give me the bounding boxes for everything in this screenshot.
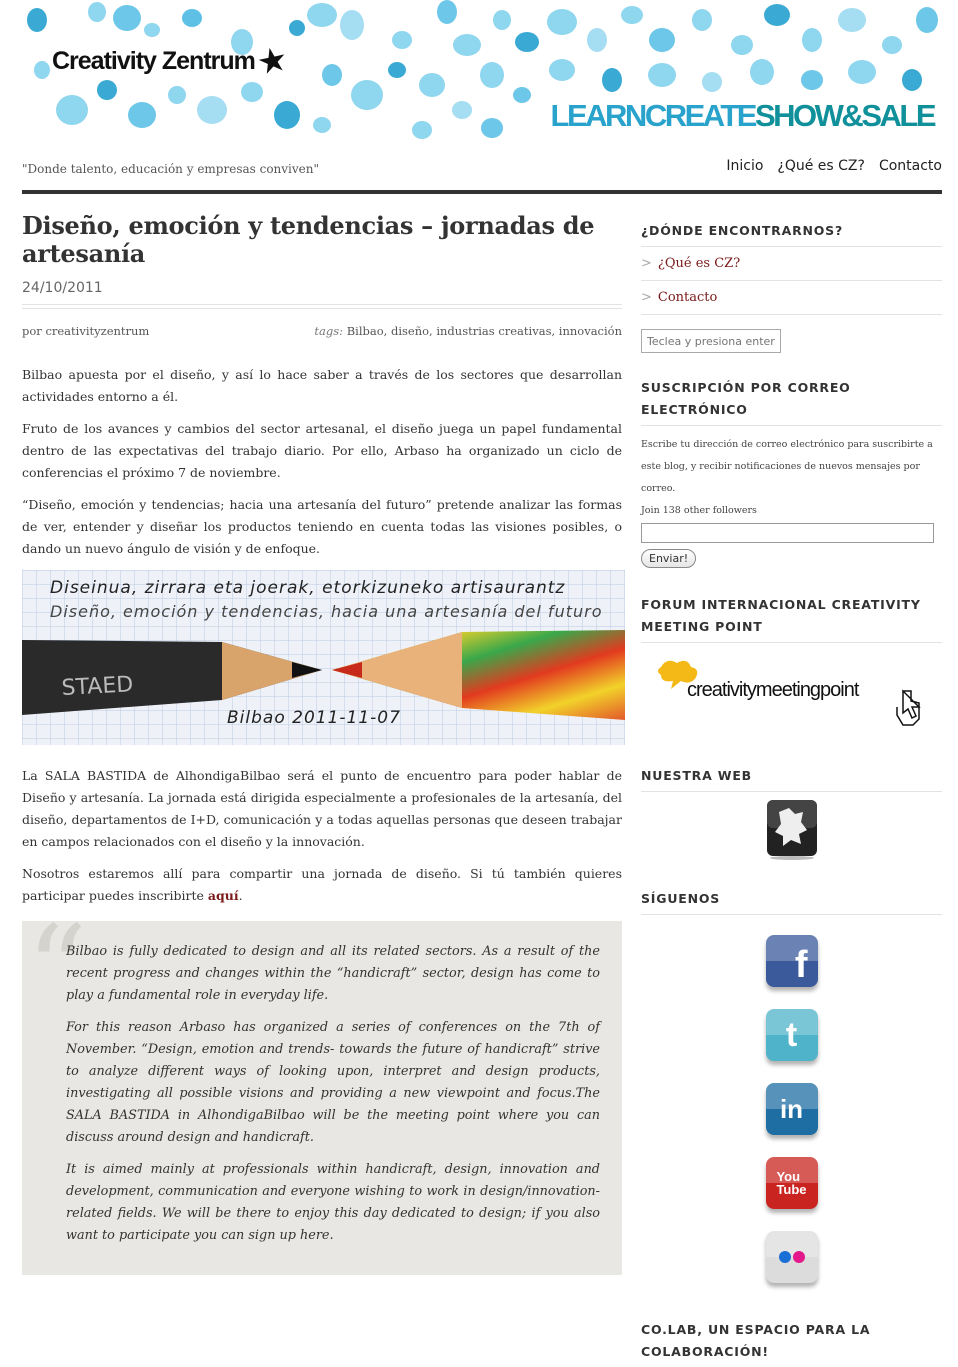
slogan-show: SHOW <box>754 98 842 133</box>
paragraph: “Diseño, emoción y tendencias; hacia una artesanía del futuro” pretende analizar las formas de ver, entender y diseñar los productos teniendo en cuenta todas las visiones posibles, o dando un nuevo ángulo de visión y de enfoque. <box>22 497 622 556</box>
follow-widget <box>641 888 942 1283</box>
banner-text-date: Bilbao 2011-11-07 <box>227 708 401 728</box>
youtube-icon[interactable]: You Tube <box>766 1157 818 1209</box>
forum-widget <box>641 594 942 741</box>
linkedin-icon[interactable]: in <box>766 1083 818 1135</box>
signup-link[interactable]: aquí <box>207 888 239 903</box>
sidebar-link[interactable]: ¿Qué es CZ? <box>657 256 741 271</box>
slogan-amp: & <box>841 98 862 133</box>
chevron-right-icon: > <box>641 256 652 271</box>
english-quote <box>22 901 622 1275</box>
followers-count: Join 138 other followers <box>641 505 757 516</box>
site-motto: "Donde talento, educación y empresas conviven" <box>22 162 320 176</box>
svg-text:STAED: STAED <box>61 672 134 701</box>
twitter-icon[interactable]: t <box>766 1009 818 1061</box>
nav-que-es-cz[interactable]: ¿Qué es CZ? <box>777 158 865 174</box>
slogan-learn: LEARN <box>550 98 645 133</box>
post-tags <box>314 324 622 338</box>
colab-widget <box>641 1319 942 1367</box>
sidebar-link[interactable]: Contacto <box>657 290 718 305</box>
paragraph-text: Nosotros estaremos allí para compartir una jornada de diseño. Si tú también quieres participar puedes inscribirte <box>22 866 622 903</box>
divider <box>22 308 622 309</box>
logo-text: Creativity Zentrum <box>52 47 255 75</box>
cmp-text: creativitymeetingpoint <box>687 679 859 701</box>
nav-contacto[interactable]: Contacto <box>878 158 942 174</box>
creativity-meeting-point-logo[interactable] <box>641 649 942 741</box>
divider <box>22 304 622 305</box>
paragraph: Bilbao apuesta por el diseño, y así lo hace saber a través de los sectores que desarrollan actividades entorno a él. <box>22 367 622 404</box>
tags-label: tags: <box>314 324 344 338</box>
search-input[interactable] <box>641 329 781 353</box>
event-banner-image <box>22 570 625 745</box>
post-title[interactable]: Diseño, emoción y tendencias – jornadas de artesanía <box>22 211 595 268</box>
web-widget <box>641 765 942 860</box>
paragraph: La SALA BASTIDA de AlhondigaBilbao será el punto de encuentro para poder hablar de Diseño y artesanía. La jornada está dirigida especialmente a profesionales de la artesanía, del diseño, departamentos de I+D, comunicación y a todas aquellas personas que deseen trabajar en campos relacionados con el diseño y la innovación. <box>22 768 622 849</box>
chevron-right-icon: > <box>641 290 652 305</box>
website-icon[interactable] <box>765 798 819 860</box>
social-icons <box>641 935 942 1283</box>
quote-paragraph: For this reason Arbaso has organized a series of conferences on the 7th of November. “Design, emotion and trends- towards the future of handicraft” strive to analyze different ways of looking upon, interpret and design products, investigating all possible visions and providing a new viewpoint and focus.The SALA BASTIDA in AlhondigaBilbao will be the meeting point where you can discuss around design and handicraft. <box>66 1020 600 1145</box>
header-divider <box>22 190 942 194</box>
widget-title-colab: CO.LAB, UN ESPACIO PARA LA COLABORACIÓN! <box>641 1322 871 1359</box>
widget-title-follow: SÍGUENOS <box>641 888 942 915</box>
paragraph-end: . <box>238 888 243 903</box>
subheader <box>22 158 942 188</box>
quote-paragraph: It is aimed mainly at professionals within handicraft, design, innovation and development, communication and everyone wishing to work in design/innovation-related fields. We will be there to enjoy this day dedicated to design; if you also want to participate you can sign up here. <box>66 1162 600 1243</box>
widget-title-forum: FORUM INTERNACIONAL CREATIVITY MEETING POINT <box>641 594 942 643</box>
post-meta <box>22 324 622 338</box>
flickr-icon[interactable] <box>766 1231 818 1283</box>
main-content <box>22 212 622 1275</box>
paragraph <box>22 863 622 907</box>
email-field[interactable] <box>641 523 934 543</box>
tags-links[interactable]: Bilbao, diseño, industrias creativas, innovación <box>346 324 622 338</box>
quote-paragraph: Bilbao is fully dedicated to design and all its related sectors. As a result of the recent progress and changes within the “handicraft” sector, design has come to play a fundamental role in everyday life. <box>66 944 600 1003</box>
sidebar-item-que-es-cz[interactable] <box>641 247 942 281</box>
subscribe-button[interactable]: Enviar! <box>641 549 696 568</box>
sidebar <box>641 220 942 1367</box>
post-body <box>22 364 622 907</box>
top-navigation <box>726 158 942 174</box>
post-date: 24/10/2011 <box>22 280 103 296</box>
sidebar-item-contacto[interactable] <box>641 281 942 315</box>
post-author[interactable]: por creativityzentrum <box>22 324 150 338</box>
subscription-widget <box>641 377 942 568</box>
facebook-icon[interactable]: f <box>766 935 818 987</box>
star-icon: ★ <box>255 42 288 81</box>
site-logo[interactable] <box>52 42 288 81</box>
widget-title-subscription: SUSCRIPCIÓN POR CORREO ELECTRÓNICO <box>641 377 942 426</box>
site-header <box>22 0 942 145</box>
banner-text-basque: Diseinua, zirrara eta joerak, etorkizuneko artisaurantz <box>50 578 566 598</box>
banner-text-spanish: Diseño, emoción y tendencias, hacia una artesanía del futuro <box>50 602 603 621</box>
widget-title-where: ¿DÓNDE ENCONTRARNOS? <box>641 220 942 247</box>
nav-inicio[interactable]: Inicio <box>726 158 764 174</box>
subscription-description: Escribe tu dirección de correo electrónico para suscribirte a este blog, y recibir notificaciones de nuevos mensajes por correo. <box>641 439 933 494</box>
paragraph: Fruto de los avances y cambios del sector artesanal, el diseño juega un papel fundamental dentro de las expectativas del trabajo diario. Por ello, Arbaso ha organizado un ciclo de conferencias el próximo 7 de noviembre. <box>22 421 622 480</box>
slogan-create: CREATE <box>644 98 755 133</box>
widget-title-web: NUESTRA WEB <box>641 765 942 792</box>
slogan-sale: SALE <box>861 98 934 133</box>
quote-mark-icon: “ <box>26 901 88 1040</box>
header-slogan <box>551 98 934 134</box>
sidebar-links <box>641 247 942 315</box>
